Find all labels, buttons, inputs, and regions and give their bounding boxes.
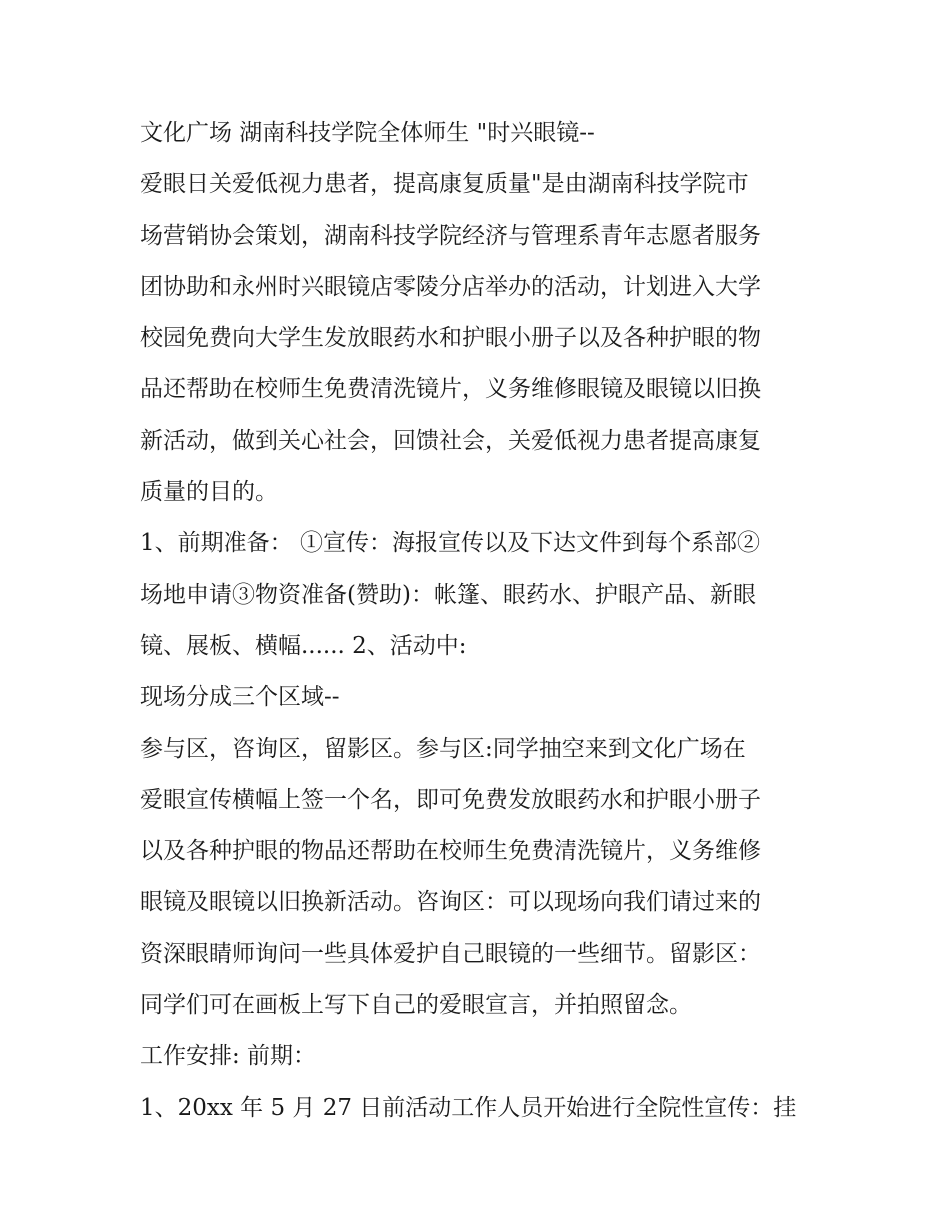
text-line: 1、前期准备： ①宣传：海报宣传以及下达文件到每个系部② <box>140 530 760 557</box>
text-line: 现场分成三个区域-- <box>140 684 340 711</box>
text-line: 场营销协会策划，湖南科技学院经济与管理系青年志愿者服务 <box>140 222 761 249</box>
document-body <box>140 108 820 1134</box>
text-line: 校园免费向大学生发放眼药水和护眼小册子以及各种护眼的物 <box>140 325 761 352</box>
text-line: 工作安排: 前期： <box>140 1043 317 1070</box>
text-line: 爱眼宣传横幅上签一个名，即可免费发放眼药水和护眼小册子 <box>140 786 761 813</box>
text-line: 团协助和永州时兴眼镜店零陵分店举办的活动，计划进入大学 <box>140 273 761 300</box>
text-line: 新活动，做到关心社会，回馈社会，关爱低视力患者提高康复 <box>140 427 761 454</box>
text-line: 文化广场 湖南科技学院全体师生 "时兴眼镜-- <box>140 120 595 146</box>
text-line: 资深眼睛师询问一些具体爱护自己眼镜的一些细节。留影区： <box>140 940 761 967</box>
text-line: 品还帮助在校师生免费清洗镜片，义务维修眼镜及眼镜以旧换 <box>140 376 761 403</box>
text-line: 场地申请③物资准备(赞助)：帐篷、眼药水、护眼产品、新眼 <box>140 581 756 608</box>
text-line: 参与区，咨询区，留影区。参与区:同学抽空来到文化广场在 <box>140 735 746 762</box>
text-line: 眼镜及眼镜以旧换新活动。咨询区：可以现场向我们请过来的 <box>140 889 761 916</box>
text-line: 质量的目的。 <box>140 479 278 506</box>
text-line: 同学们可在画板上写下自己的爱眼宣言，并拍照留念。 <box>140 992 692 1019</box>
text-line: 镜、展板、横幅...... 2、活动中: <box>140 632 467 659</box>
text-line: 爱眼日关爱低视力患者，提高康复质量"是由湖南科技学院市 <box>140 171 749 198</box>
text-line: 1、20xx 年 5 月 27 日前活动工作人员开始进行全院性宣传：挂 <box>140 1094 797 1121</box>
text-line: 以及各种护眼的物品还帮助在校师生免费清洗镜片，义务维修 <box>140 838 761 865</box>
